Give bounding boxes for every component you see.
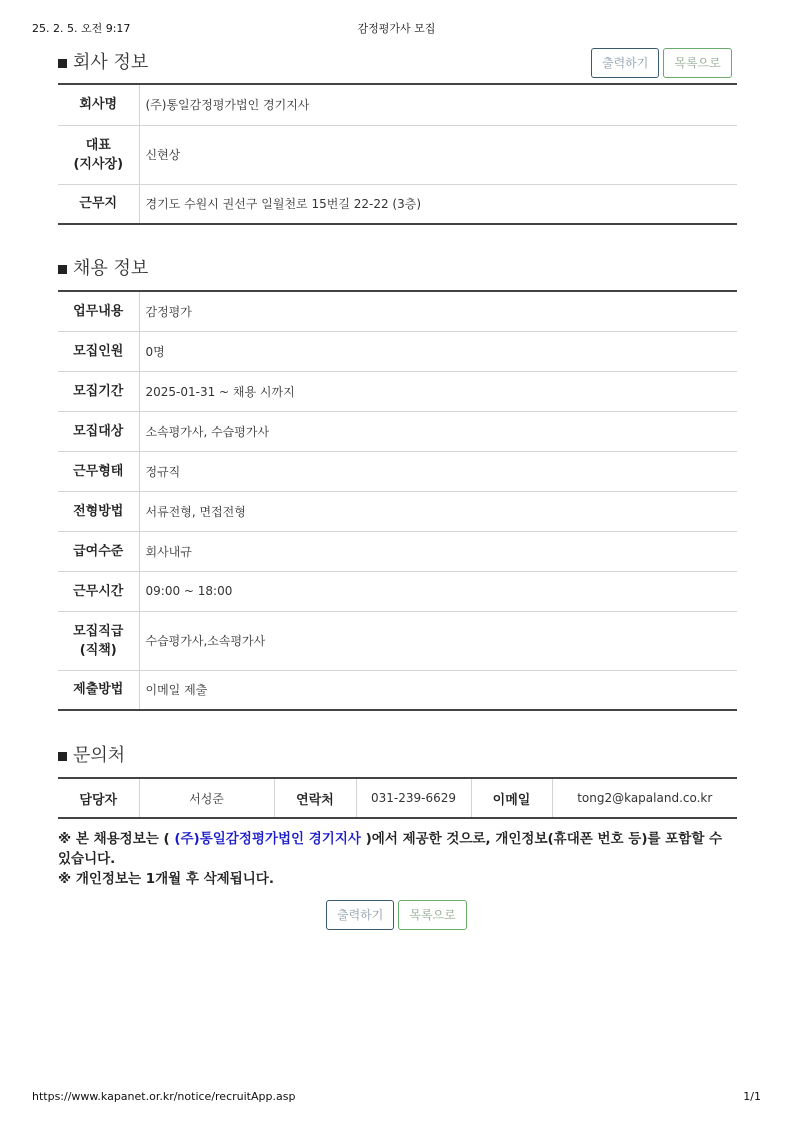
table-row: [58, 331, 737, 371]
notice-prefix: ※ 본 채용정보는 (: [58, 831, 175, 847]
selection-method-value: 서류전형, 면접전형: [139, 491, 737, 531]
representative-label-line2: (지사장): [73, 156, 124, 172]
privacy-notice: [58, 829, 737, 889]
representative-label-line1: 대표: [85, 137, 111, 153]
employment-type-label: 근무형태: [58, 451, 139, 491]
notice-line-2: ※ 개인정보는 1개월 후 삭제됩니다.: [58, 871, 274, 887]
position-label: [58, 611, 139, 670]
work-hours-value: 09:00 ~ 18:00: [139, 571, 737, 611]
representative-label: [58, 125, 139, 184]
square-bullet-icon: [58, 752, 67, 761]
target-value: 소속평가사, 수습평가사: [139, 411, 737, 451]
list-button[interactable]: 목록으로: [663, 48, 731, 78]
manager-value: 서성준: [139, 778, 274, 818]
bottom-button-group: [326, 900, 467, 930]
email-label: 이메일: [471, 778, 552, 818]
table-row: [58, 571, 737, 611]
table-row: [58, 451, 737, 491]
email-value: tong2@kapaland.co.kr: [577, 791, 713, 805]
contact-table: [58, 777, 737, 819]
table-row: [58, 670, 737, 710]
target-label: 모집대상: [58, 411, 139, 451]
recruit-info-table: [58, 290, 737, 711]
square-bullet-icon: [58, 59, 67, 68]
representative-value: 신현상: [139, 125, 737, 184]
table-row: [58, 84, 737, 125]
position-label-line2: (직책): [79, 642, 117, 658]
list-button[interactable]: 목록으로: [398, 900, 466, 930]
print-date: 25. 2. 5. 오전 9:17: [32, 22, 131, 35]
phone-value: 031-239-6629: [356, 778, 471, 818]
period-value: 2025-01-31 ~ 채용 시까지: [139, 371, 737, 411]
print-footer: [32, 1090, 761, 1106]
table-row: [58, 778, 737, 818]
print-url: https://www.kapanet.or.kr/notice/recruitApp.asp: [32, 1090, 296, 1103]
position-value: 수습평가사,소속평가사: [139, 611, 737, 670]
phone-label: 연락처: [274, 778, 356, 818]
table-row: [58, 611, 737, 670]
workplace-value: 경기도 수원시 권선구 일월천로 15번길 22-22 (3층): [145, 197, 421, 212]
table-row: [58, 491, 737, 531]
print-doc-title: 감정평가사 모집: [357, 22, 436, 35]
table-row: [58, 411, 737, 451]
salary-label: 급여수준: [58, 531, 139, 571]
selection-method-label: 전형방법: [58, 491, 139, 531]
position-label-line1: 모집직급: [73, 623, 124, 639]
print-page-number: 1/1: [743, 1090, 761, 1103]
notice-suffix: )에서 제공한 것으로, 개인정보(휴대폰 번호 등)를 포함할 수 있습니다.: [58, 831, 723, 867]
table-row: [58, 184, 737, 224]
square-bullet-icon: [58, 265, 67, 274]
table-row: [58, 371, 737, 411]
print-button[interactable]: 출력하기: [326, 900, 394, 930]
company-section-title: [58, 48, 148, 74]
recruit-section-title: [58, 254, 148, 280]
company-name-label: 회사명: [58, 84, 139, 125]
employment-type-value: 정규직: [139, 451, 737, 491]
print-button[interactable]: 출력하기: [591, 48, 659, 78]
company-name-value: (주)통일감정평가법인 경기지사: [139, 84, 737, 125]
salary-value: 회사내규: [139, 531, 737, 571]
table-row: [58, 291, 737, 331]
table-row: [58, 125, 737, 184]
submission-method-label: 제출방법: [58, 670, 139, 710]
contact-section-title-text: 문의처: [73, 745, 126, 766]
work-hours-label: 근무시간: [58, 571, 139, 611]
table-row: [58, 531, 737, 571]
headcount-value: 0명: [139, 331, 737, 371]
workplace-label: 근무지: [58, 184, 139, 224]
company-section-title-text: 회사 정보: [73, 52, 149, 73]
top-button-group: [591, 48, 732, 78]
contact-section-title: [58, 741, 125, 767]
manager-label: 담당자: [58, 778, 139, 818]
print-header: [32, 20, 761, 36]
company-info-table: [58, 83, 737, 225]
recruit-section-title-text: 채용 정보: [73, 258, 149, 279]
headcount-label: 모집인원: [58, 331, 139, 371]
job-description-value: 감정평가: [139, 291, 737, 331]
period-label: 모집기간: [58, 371, 139, 411]
job-description-label: 업무내용: [58, 291, 139, 331]
notice-line-1: [58, 829, 737, 869]
submission-method-value: 이메일 제출: [145, 683, 208, 698]
notice-company-name: (주)통일감정평가법인 경기지사: [174, 831, 361, 847]
